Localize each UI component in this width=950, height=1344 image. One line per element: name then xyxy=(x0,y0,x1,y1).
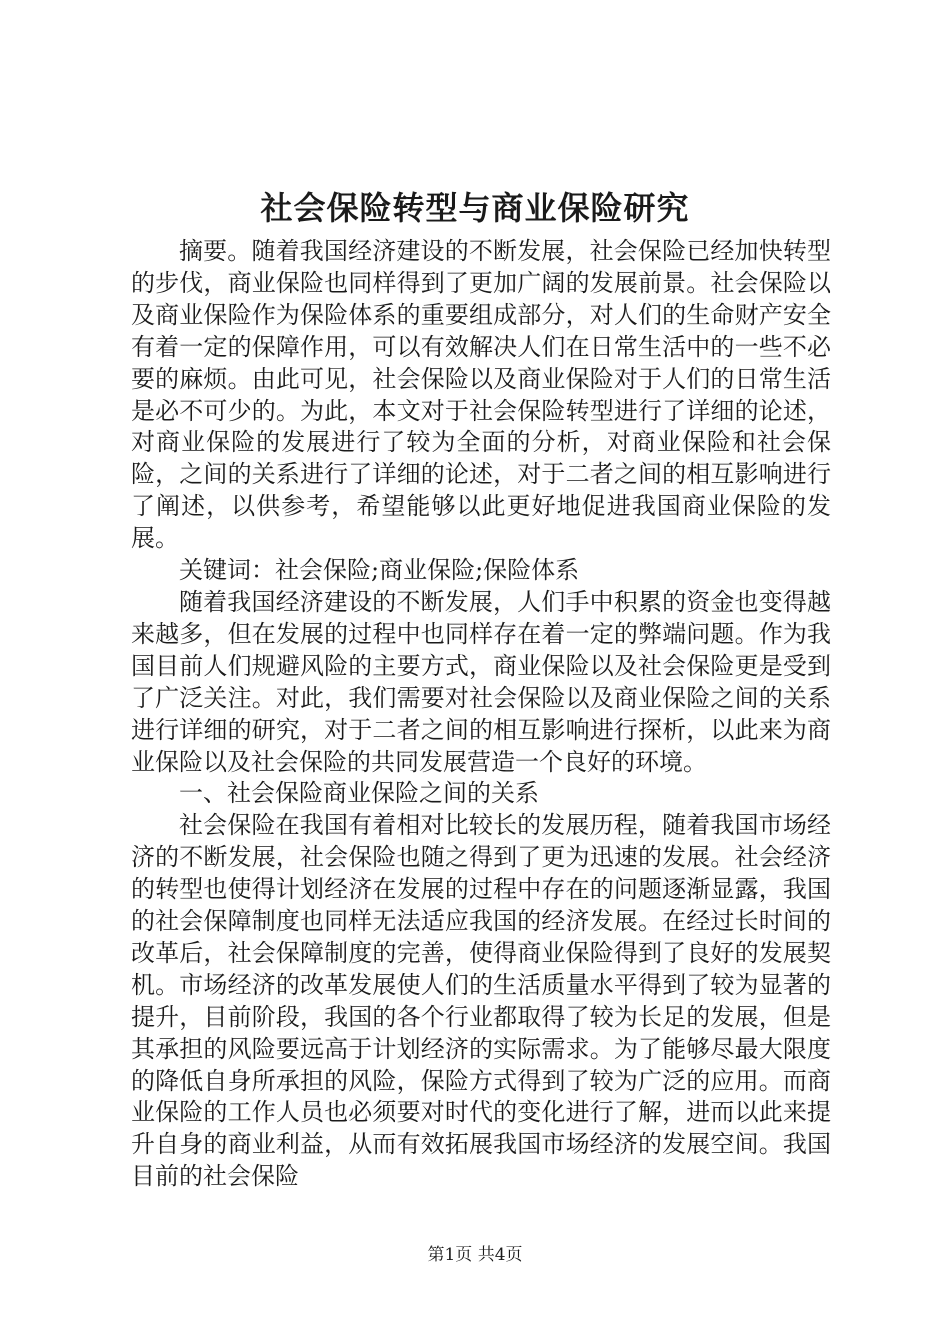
abstract-paragraph: 摘要。随着我国经济建设的不断发展，社会保险已经加快转型的步伐，商业保险也同样得到了更加广阔的发展前景。社会保险以及商业保险作为保险体系的重要组成部分，对人们的生命财产安全有着一定的保障作用，可以有效解决人们在日常生活中的一些不必要的麻烦。由此可见，社会保险以及商业保险对于人们的日常生活是必不可少的。为此，本文对于社会保险转型进行了详细的论述，对商业保险的发展进行了较为全面的分析，对商业保险和社会保险，之间的关系进行了详细的论述，对于二者之间的相互影响进行了阐述，以供参考，希望能够以此更好地促进我国商业保险的发展。 xyxy=(131,237,831,553)
page-footer: 第1页 共4页 xyxy=(427,1245,523,1265)
intro-paragraph: 随着我国经济建设的不断发展，人们手中积累的资金也变得越来越多，但在发展的过程中也同样存在着一定的弊端问题。作为我国目前人们规避风险的主要方式，商业保险以及社会保险更是受到了广泛关注。对此，我们需要对社会保险以及商业保险之间的关系进行详细的研究，对于二者之间的相互影响进行探析，以此来为商业保险以及社会保险的共同发展营造一个良好的环境。 xyxy=(131,587,831,776)
document-body xyxy=(131,236,831,1193)
section-heading: 一、社会保险商业保险之间的关系 xyxy=(179,779,539,808)
keywords-paragraph: 关键词：社会保险;商业保险;保险体系 xyxy=(179,556,580,585)
document-title: 社会保险转型与商业保险研究 xyxy=(260,189,690,227)
section-paragraph: 社会保险在我国有着相对比较长的发展历程，随着我国市场经济的不断发展，社会保险也随之得到了更为迅速的发展。社会经济的转型也使得计划经济在发展的过程中存在的问题逐渐显露，我国的社会保障制度也同样无法适应我国的经济发展。在经过长时间的改革后，社会保障制度的完善，使得商业保险得到了良好的发展契机。市场经济的改革发展使人们的生活质量水平得到了较为显著的提升，目前阶段，我国的各个行业都取得了较为长足的发展，但是其承担的风险要远高于计划经济的实际需求。为了能够尽最大限度的降低自身所承担的风险，保险方式得到了较为广泛的应用。而商业保险的工作人员也必须要对时代的变化进行了解，进而以此来提升自身的商业利益，从而有效拓展我国市场经济的发展空间。我国目前的社会保险 xyxy=(131,811,831,1191)
